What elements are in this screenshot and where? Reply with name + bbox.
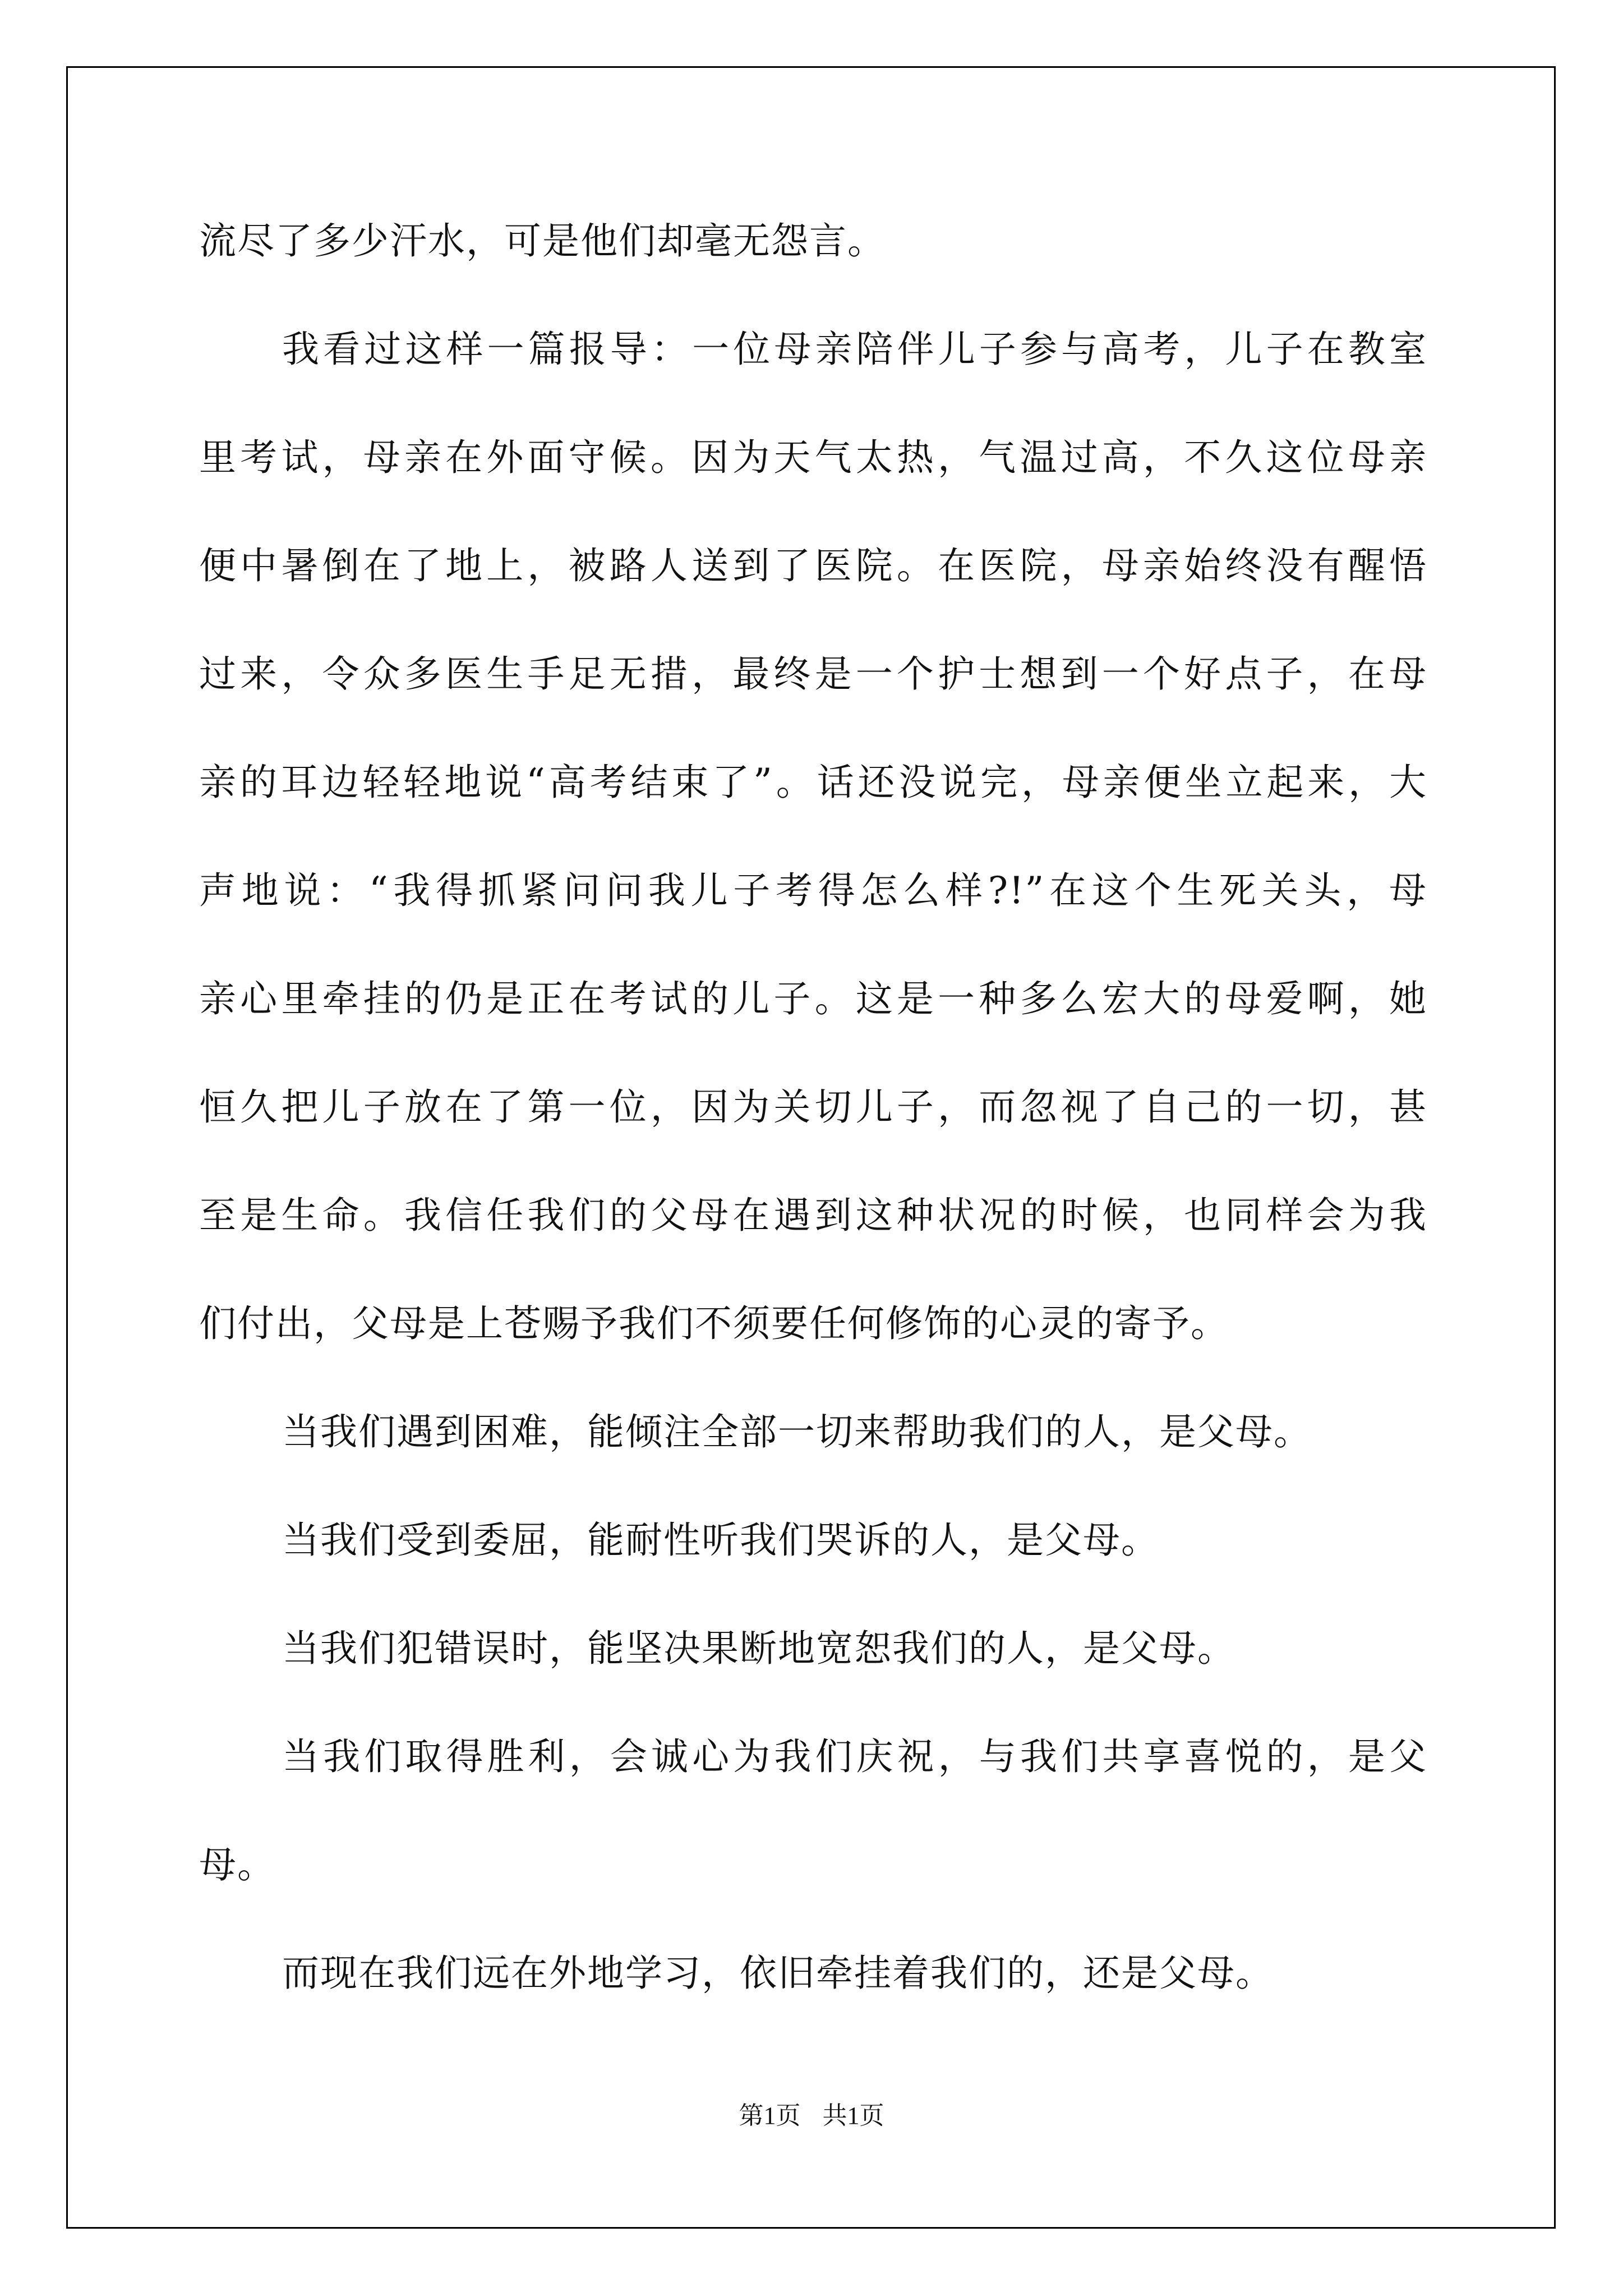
text-line: 便中暑倒在了地上，被路人送到了医院。在医院，母亲始终没有醒悟 (199, 544, 1427, 587)
text-line: 当我们遇到困难，能倾注全部一切来帮助我们的人，是父母。 (282, 1410, 1312, 1453)
text-line: 流尽了多少汗水，可是他们却毫无怨言。 (199, 219, 886, 263)
text-line: 当我们犯错误时，能坚决果断地宽恕我们的人，是父母。 (282, 1627, 1235, 1670)
text-line: 当我们取得胜利，会诚心为我们庆祝，与我们共享喜悦的，是父 (282, 1735, 1427, 1778)
text-line: 过来，令众多医生手足无措，最终是一个护士想到一个好点子，在母 (199, 652, 1427, 696)
text-line: 亲心里牵挂的仍是正在考试的儿子。这是一种多么宏大的母爱啊，她 (199, 977, 1427, 1020)
text-line: 我看过这样一篇报导：一位母亲陪伴儿子参与高考，儿子在教室 (282, 328, 1427, 371)
text-line: 亲的耳边轻轻地说“高考结束了”。话还没说完，母亲便坐立起来，大 (199, 761, 1427, 804)
text-line: 母。 (199, 1843, 275, 1887)
text-line: 声地说：“我得抓紧问问我儿子考得怎么样?!”在这个生死关头，母 (199, 869, 1427, 912)
text-line: 恒久把儿子放在了第一位，因为关切儿子，而忽视了自己的一切，甚 (199, 1085, 1427, 1129)
text-line: 至是生命。我信任我们的父母在遇到这种状况的时候，也同样会为我 (199, 1194, 1427, 1237)
text-line: 里考试，母亲在外面守候。因为天气太热，气温过高，不久这位母亲 (199, 436, 1427, 479)
page-number: 第1页 (739, 2102, 801, 2129)
page-footer (0, 2099, 1623, 2133)
page-border (66, 66, 1556, 2229)
page-total: 共1页 (822, 2102, 884, 2129)
text-line: 当我们受到委屈，能耐性听我们哭诉的人，是父母。 (282, 1519, 1159, 1562)
text-line: 们付出，父母是上苍赐予我们不须要任何修饰的心灵的寄予。 (199, 1302, 1229, 1345)
text-line: 而现在我们远在外地学习，依旧牵挂着我们的，还是父母。 (282, 1952, 1274, 1995)
